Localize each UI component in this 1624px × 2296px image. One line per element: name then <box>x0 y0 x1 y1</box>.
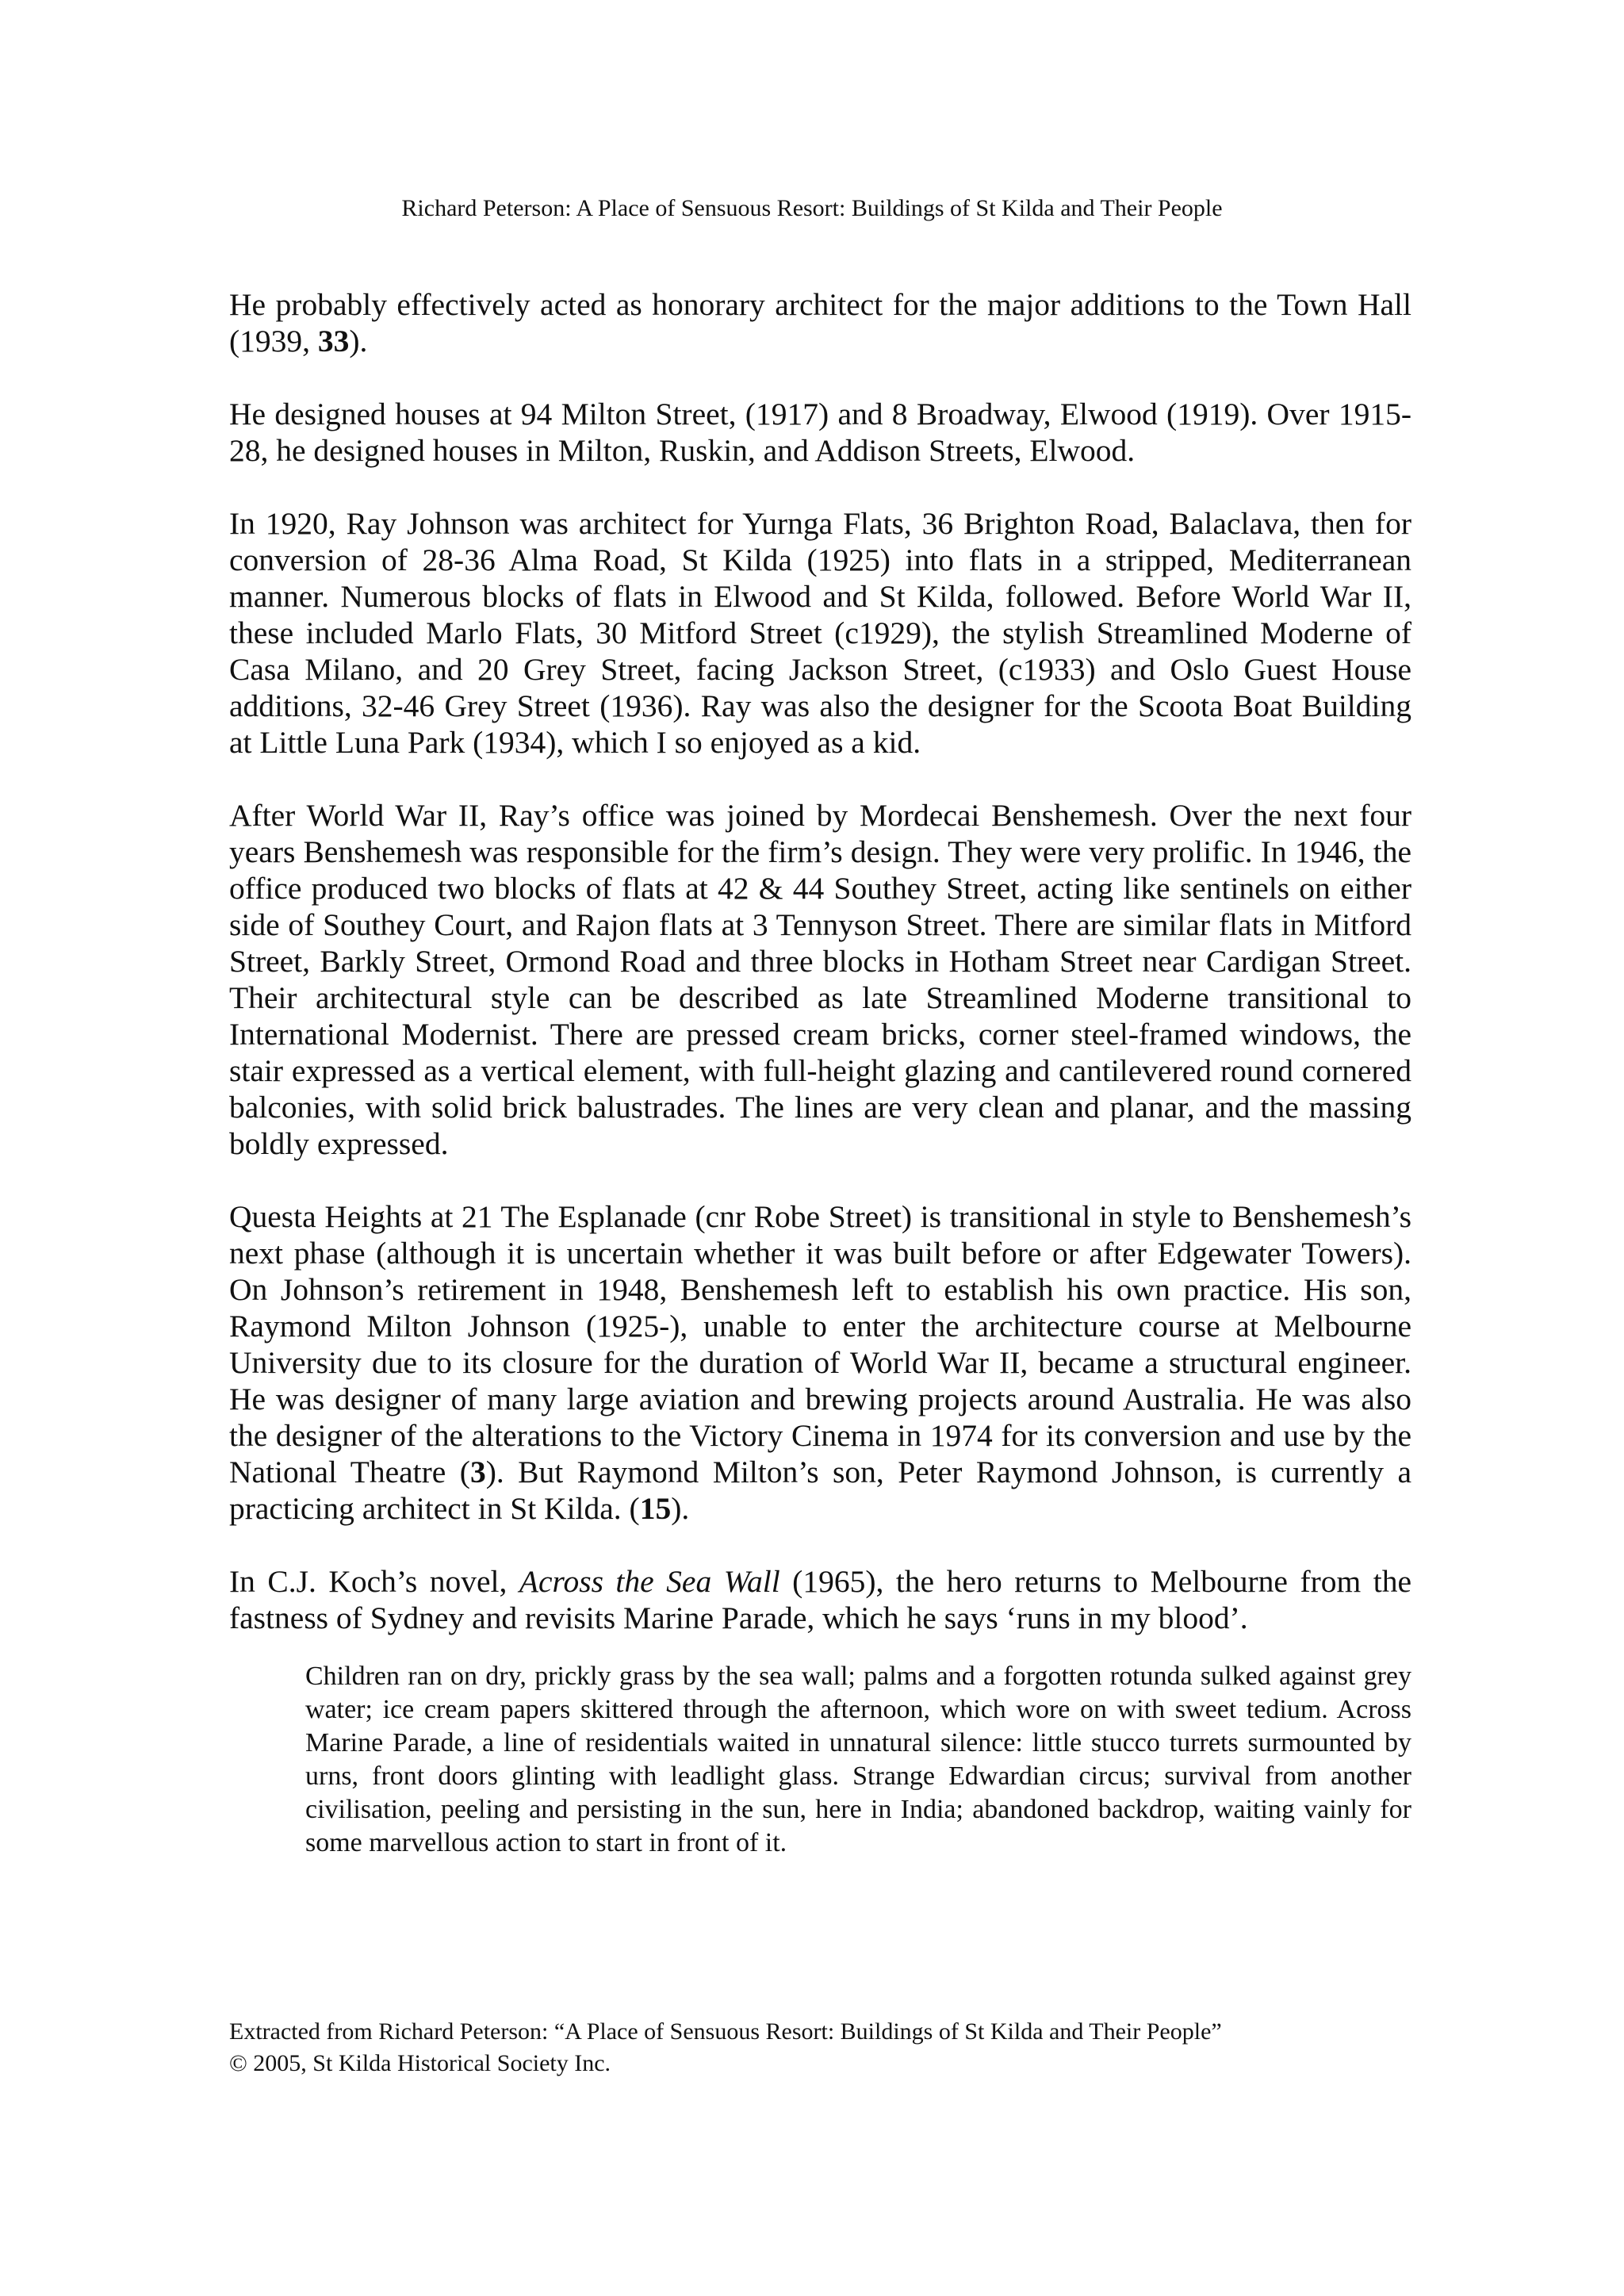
paragraph-houses: He designed houses at 94 Milton Street, (1917) and 8 Broadway, Elwood (1919). Over 1915-28, he designed houses in Milton, Ruskin, and Addison Streets, Elwood. <box>229 397 1411 468</box>
paragraph-ray-johnson: In 1920, Ray Johnson was architect for Yurnga Flats, 36 Brighton Road, Balaclava, then for conversion of 28-36 Alma Road, St Kilda (1925) into flats in a stripped, Mediterranean manner. Numerous blocks of flats in Elwood and St Kilda, followed. Before World War II, these included Marlo Flats, 30 Mitford Street (c1929), the stylish Streamlined Moderne of Casa Milano, and 20 Grey Street, facing Jackson Street, (c1933) and Oslo Guest House additions, 32-46 Grey Street (1936). Ray was also the designer for the Scoota Boat Building at Little Luna Park (1934), which I so enjoyed as a kid. <box>229 506 1411 760</box>
main-text <box>229 286 1411 1860</box>
paragraph-text: (1965), the hero returns to Melbourne from the fastness of Sydney and revisits Marine Parade, which he says ‘runs in my blood’. <box>229 1564 1411 1635</box>
reference-number: 3 <box>469 1455 486 1489</box>
paragraph-text: Questa Heights at 21 The Esplanade (cnr Robe Street) is transitional in style to Benshemesh’s next phase (although it is uncertain whether it was built before or after Edgewater Towers). On Johnson’s retirement in 1948, Benshemesh left to establish his own practice. His son, Raymond Milton Johnson (1925-), unable to enter the architecture course at Melbourne University due to its closure for the duration of World War II, became a structural engineer. He was designer of many large aviation and brewing projects around Australia. He was also the designer of the alterations to the Victory Cinema in 1974 for its conversion and use by the National Theatre ( <box>229 1199 1411 1489</box>
block-quote: Children ran on dry, prickly grass by the sea wall; palms and a forgotten rotunda sulked against grey water; ice cream papers skittered through the afternoon, which wore on with sweet tedium. Across Marine Parade, a line of residentials waited in unnatural silence: little stucco turrets surmounted by urns, front doors glinting with leadlight glass. Strange Edwardian circus; survival from another civilisation, peeling and persisting in the sun, here in India; abandoned backdrop, waiting vainly for some marvellous action to start in front of it. <box>305 1662 1411 1857</box>
running-header: Richard Peterson: A Place of Sensuous Resort: Buildings of St Kilda and Their People <box>401 195 1223 221</box>
paragraph-text: He probably effectively acted as honorary architect for the major additions to the Town Hall (1939, <box>229 287 1411 358</box>
reference-number: 33 <box>317 324 350 358</box>
paragraph-benshemesh: After World War II, Ray’s office was joined by Mordecai Benshemesh. Over the next four years Benshemesh was responsible for the firm’s design. They were very prolific. In 1946, the office produced two blocks of flats at 42 & 44 Southey Street, acting like sentinels on either side of Southey Court, and Rajon flats at 3 Tennyson Street. There are similar flats in Mitford Street, Barkly Street, Ormond Road and three blocks in Hotham Street near Cardigan Street. Their architectural style can be described as late Streamlined Moderne transitional to International Modernist. There are pressed cream bricks, corner steel-framed windows, the stair expressed as a vertical element, with full-height glazing and cantilevered round cornered balconies, with solid brick balustrades. The lines are very clean and planar, and the massing boldly expressed. <box>229 798 1411 1161</box>
paragraph-text: ). But Raymond Milton’s son, Peter Raymond Johnson, is currently a practicing architect in St Kilda. ( <box>229 1455 1411 1526</box>
page-footer <box>229 2016 1498 2079</box>
footer-copyright: © 2005, St Kilda Historical Society Inc. <box>229 2050 611 2076</box>
book-title: Across the Sea Wall <box>519 1564 780 1599</box>
paragraph-koch-novel <box>229 1563 1411 1636</box>
paragraph-text: In C.J. Koch’s novel, <box>229 1564 519 1599</box>
paragraph-town-hall <box>229 286 1411 359</box>
paragraph-text: ). <box>349 324 368 358</box>
paragraph-text: ). <box>671 1491 690 1526</box>
paragraph-questa-heights <box>229 1198 1411 1527</box>
footer-source: Extracted from Richard Peterson: “A Place of Sensuous Resort: Buildings of St Kilda and Their People” <box>229 2018 1222 2045</box>
reference-number: 15 <box>639 1491 672 1526</box>
